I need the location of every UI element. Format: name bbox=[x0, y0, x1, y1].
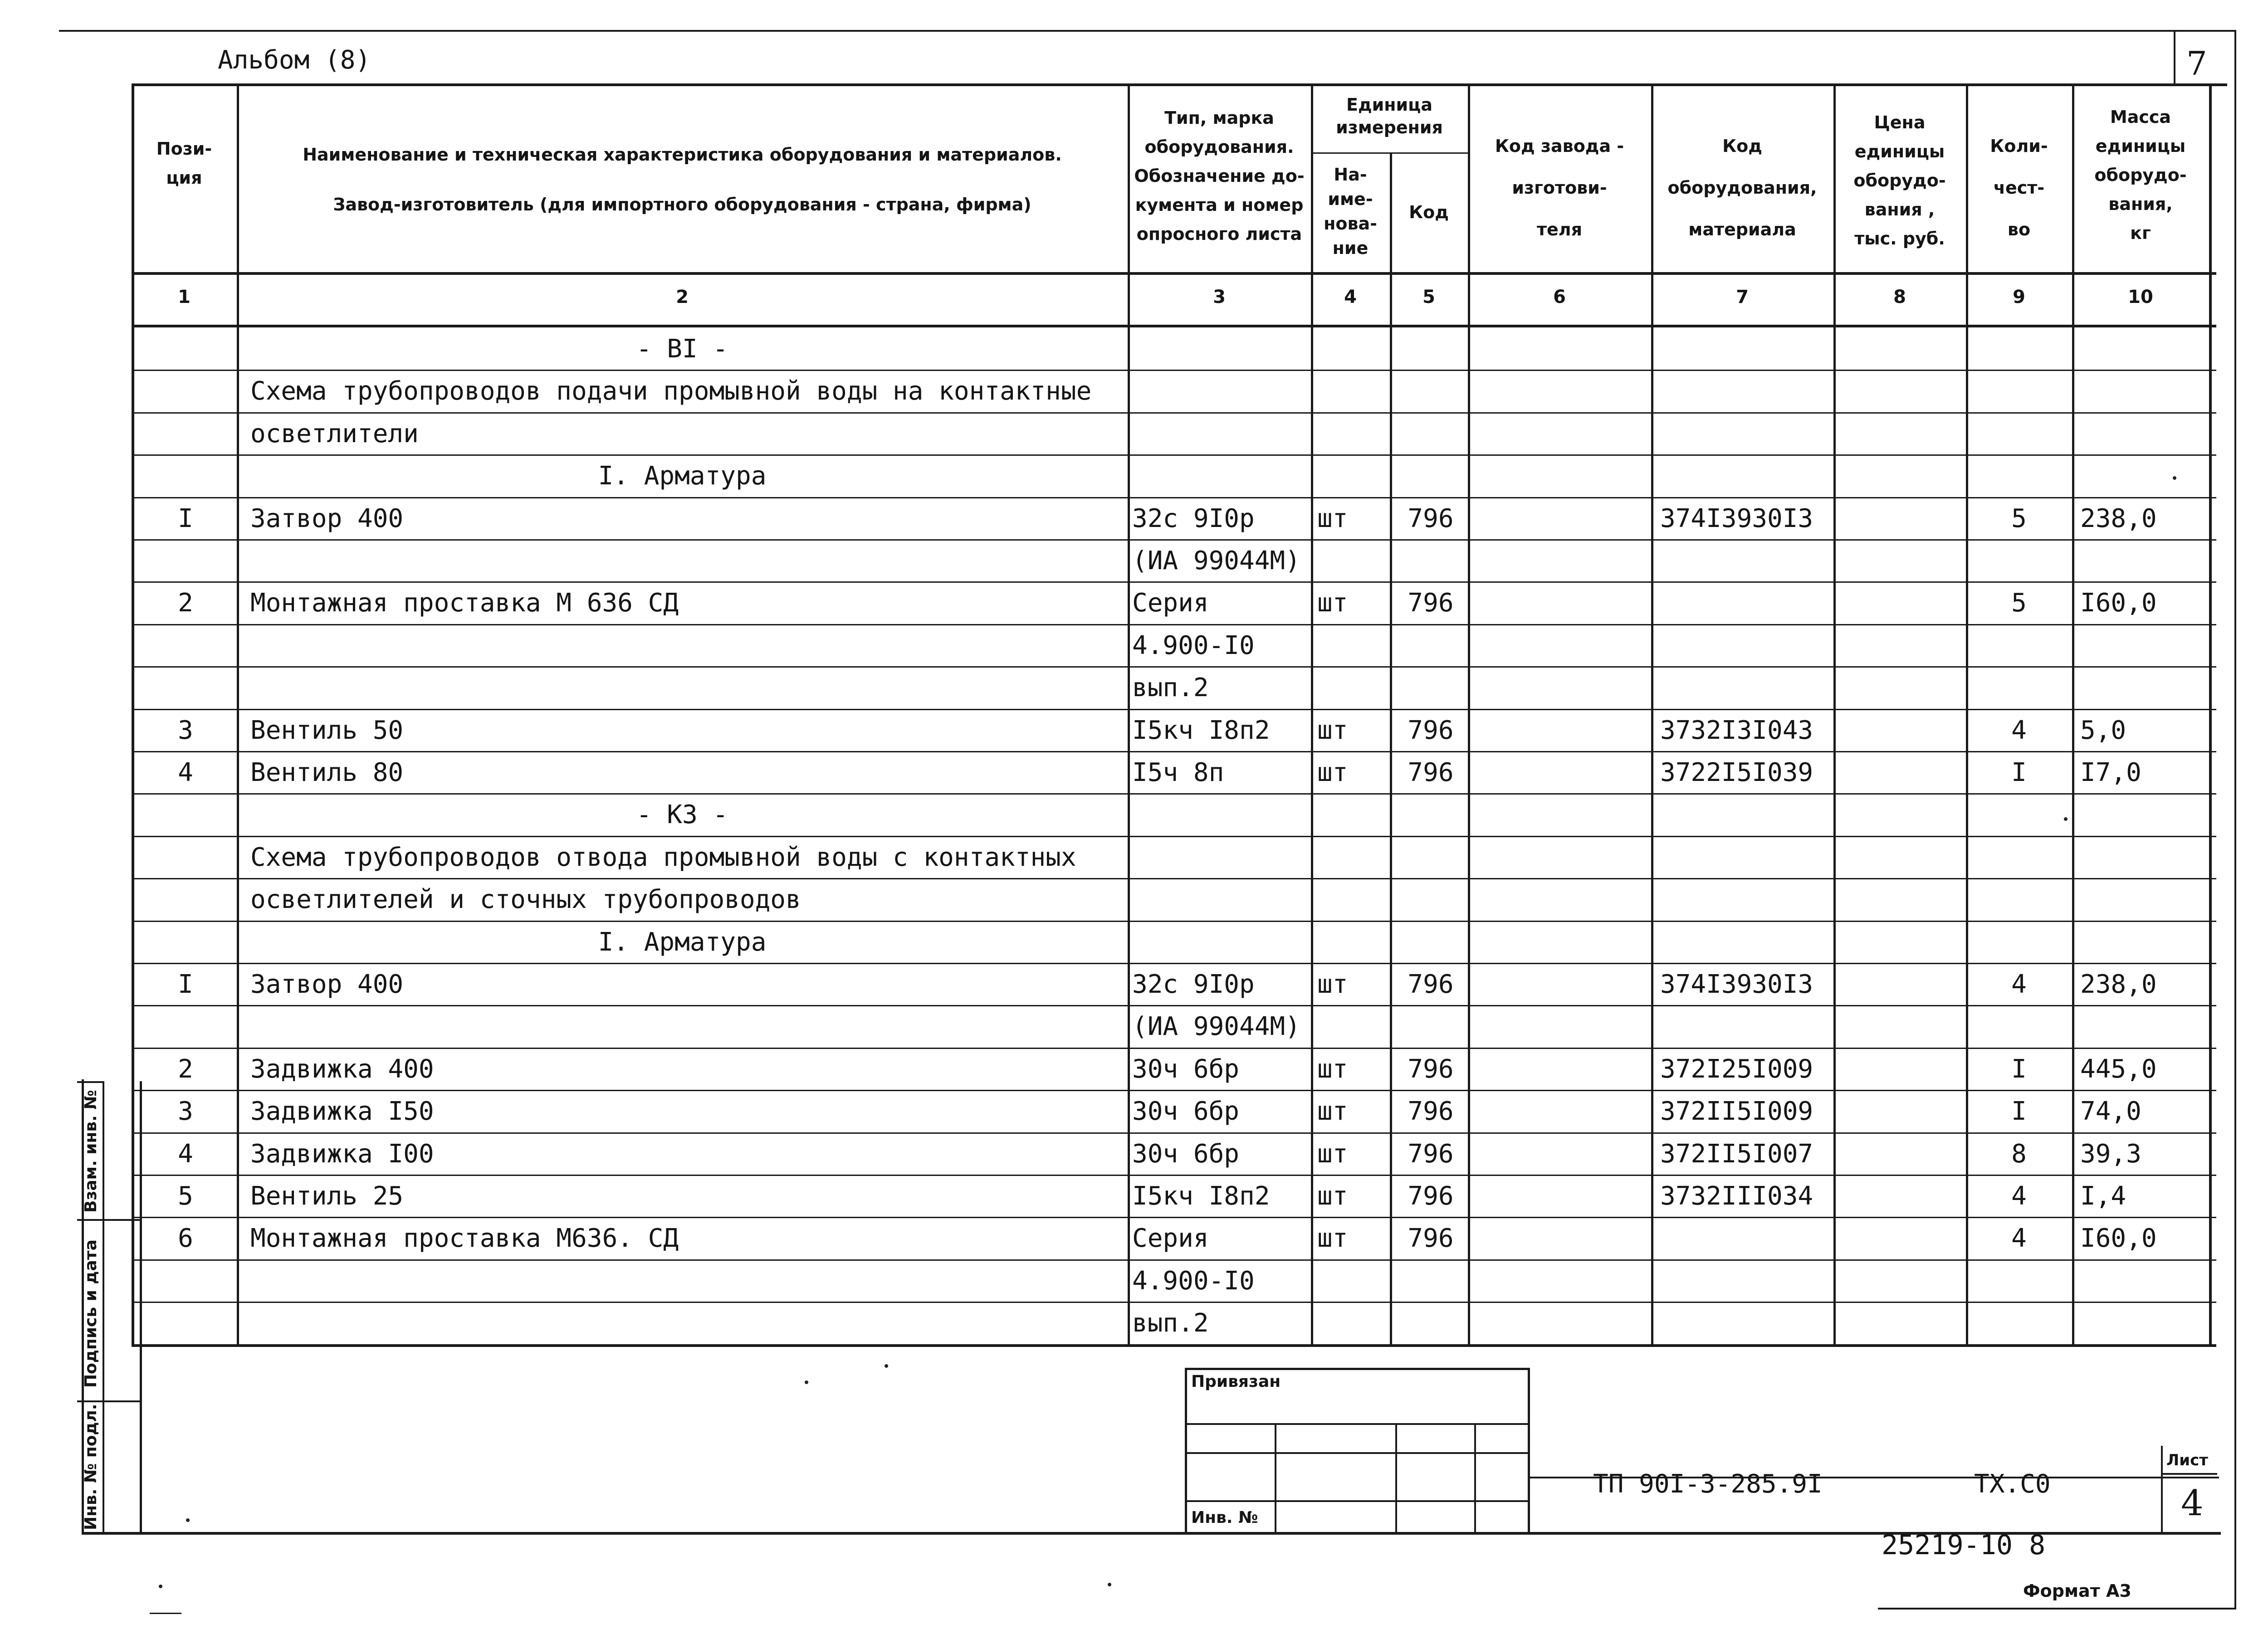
side-label-podpis: Подпись и дата bbox=[82, 1239, 100, 1388]
table-bottom-line bbox=[132, 1344, 2216, 1347]
cell-mass: I60,0 bbox=[2080, 1224, 2157, 1254]
col-number-8: 8 bbox=[1893, 287, 1906, 307]
cell-unit: шт bbox=[1317, 1139, 1348, 1169]
col-line-6 bbox=[1651, 84, 1653, 1347]
frame-right-line bbox=[2234, 30, 2236, 1608]
privyazan-box-right bbox=[1528, 1368, 1530, 1534]
cell-mass: 238,0 bbox=[2080, 503, 2157, 533]
cell-qty: I bbox=[2011, 1097, 2027, 1127]
section-code: ТХ.С0 bbox=[1974, 1469, 2051, 1499]
cell-code: 796 bbox=[1408, 1097, 1454, 1127]
cell-mass: I7,0 bbox=[2080, 758, 2141, 787]
col-number-2: 2 bbox=[676, 287, 689, 307]
cell-unit: шт bbox=[1317, 503, 1348, 533]
cell-type: 30ч 6бр bbox=[1132, 1054, 1240, 1084]
side-stamp-top bbox=[77, 1081, 104, 1083]
cell-mass: I,4 bbox=[2080, 1181, 2126, 1211]
sheet-box-left bbox=[2161, 1446, 2163, 1535]
cell-unit: шт bbox=[1317, 1097, 1348, 1127]
side-label-vzam: Взам. инв. № bbox=[82, 1090, 100, 1213]
cell-name: Вентиль 80 bbox=[250, 758, 404, 787]
cell-equip: 372II5I007 bbox=[1660, 1139, 1813, 1169]
row-divider bbox=[132, 1302, 2216, 1303]
cell-code: 796 bbox=[1408, 758, 1454, 787]
row-divider bbox=[132, 497, 2216, 498]
cell-unit: шт bbox=[1317, 588, 1348, 618]
cell-equip: 3722I5I039 bbox=[1660, 758, 1813, 787]
cell-name: Вентиль 25 bbox=[250, 1181, 404, 1211]
col-line-9 bbox=[2072, 84, 2074, 1347]
cell-type: I5кч I8п2 bbox=[1132, 1181, 1270, 1211]
header-col9: Коли- чест- во bbox=[1990, 136, 2048, 239]
cell-qty: 8 bbox=[2011, 1139, 2027, 1169]
row-divider bbox=[132, 666, 2216, 668]
sheet-label: Лист bbox=[2166, 1451, 2208, 1469]
row-divider bbox=[132, 1090, 2216, 1091]
row-divider bbox=[132, 1005, 2216, 1006]
document-code: ТП 90I-3-285.9I bbox=[1593, 1469, 1823, 1499]
cell-code: 796 bbox=[1408, 1139, 1454, 1169]
cell-pos: 6 bbox=[178, 1224, 193, 1254]
cell-qty: 4 bbox=[2011, 715, 2027, 745]
cell-equip: 372II5I009 bbox=[1660, 1097, 1813, 1127]
unit-group-divider bbox=[1311, 152, 1468, 154]
left-side-stamp bbox=[77, 1081, 144, 1535]
row-divider bbox=[132, 454, 2216, 456]
cell-name: - К3 - bbox=[636, 800, 728, 830]
cell-unit: шт bbox=[1317, 1224, 1348, 1254]
speck bbox=[2064, 817, 2068, 821]
cell-code: 796 bbox=[1408, 970, 1454, 999]
title-block bbox=[1185, 1368, 2219, 1534]
cell-type: Серия bbox=[1132, 588, 1209, 618]
cell-unit: шт bbox=[1317, 970, 1348, 999]
cell-unit: шт bbox=[1317, 715, 1348, 745]
cell-pos: 2 bbox=[178, 1054, 193, 1084]
frame-footer-line bbox=[1878, 1608, 2236, 1610]
header-unit-group: Единица измерения bbox=[1336, 95, 1443, 137]
cell-qty: 4 bbox=[2011, 1224, 2027, 1254]
cell-unit: шт bbox=[1317, 758, 1348, 787]
cell-type: вып.2 bbox=[1132, 673, 1209, 703]
side-stamp-div-1 bbox=[77, 1219, 141, 1221]
cell-equip: 3732III034 bbox=[1660, 1181, 1813, 1211]
cell-qty: I bbox=[2011, 758, 2027, 787]
privyazan-col-1 bbox=[1275, 1423, 1276, 1534]
cell-pos: 5 bbox=[178, 1181, 193, 1211]
number-row-bottom-line bbox=[132, 325, 2216, 327]
cell-unit: шт bbox=[1317, 1054, 1348, 1084]
cell-mass: 5,0 bbox=[2080, 715, 2126, 745]
row-divider bbox=[132, 836, 2216, 837]
side-stamp-inner-line bbox=[103, 1081, 104, 1533]
cell-name: I. Арматура bbox=[598, 927, 767, 957]
speck bbox=[159, 1585, 162, 1588]
frame-top-line bbox=[59, 30, 2236, 32]
col-number-1: 1 bbox=[178, 287, 191, 307]
col-number-9: 9 bbox=[2013, 287, 2025, 307]
row-divider bbox=[132, 1132, 2216, 1134]
cell-pos: 2 bbox=[178, 588, 193, 618]
row-divider bbox=[132, 709, 2216, 710]
cell-code: 796 bbox=[1408, 1224, 1454, 1254]
cell-code: 796 bbox=[1408, 588, 1454, 618]
cell-pos: 3 bbox=[178, 1097, 193, 1127]
cell-type: 32с 9I0р bbox=[1132, 970, 1255, 999]
cell-pos: 4 bbox=[178, 758, 193, 787]
row-divider bbox=[132, 878, 2216, 879]
privyazan-label: Привязан bbox=[1191, 1372, 1281, 1391]
col-line-1 bbox=[237, 84, 239, 1347]
cell-type: 30ч 6бр bbox=[1132, 1097, 1240, 1127]
col-line-7 bbox=[1833, 84, 1836, 1347]
cell-type: (ИА 99044М) bbox=[1132, 1012, 1300, 1042]
header-col6: Код завода - изготови- теля bbox=[1495, 136, 1624, 239]
cell-name: Монтажная проставка М 636 СД bbox=[250, 588, 679, 618]
page-mark: 7 bbox=[2186, 44, 2207, 83]
album-title: Альбом (8) bbox=[218, 45, 371, 75]
privyazan-box-top bbox=[1185, 1368, 1530, 1370]
cell-name: Затвор 400 bbox=[250, 970, 404, 999]
col-line-5 bbox=[1468, 84, 1470, 1347]
cell-name: осветлители bbox=[250, 419, 419, 449]
cell-name: Задвижка I00 bbox=[250, 1139, 434, 1169]
cell-mass: 74,0 bbox=[2080, 1097, 2141, 1127]
cell-qty: 4 bbox=[2011, 970, 2027, 999]
privyazan-row-1 bbox=[1185, 1423, 1530, 1425]
header-col4: На- име- нова- ние bbox=[1324, 165, 1377, 258]
cell-type: I5ч 8п bbox=[1132, 758, 1224, 787]
archive-number: 25219-10 8 bbox=[1882, 1529, 2046, 1561]
col-number-7: 7 bbox=[1736, 287, 1749, 307]
cell-name: Вентиль 50 bbox=[250, 715, 404, 745]
sheet-box-divider bbox=[2161, 1473, 2217, 1475]
cell-code: 796 bbox=[1408, 1054, 1454, 1084]
col-number-4: 4 bbox=[1344, 287, 1357, 307]
cell-pos: 4 bbox=[178, 1139, 193, 1169]
header-bottom-line bbox=[132, 272, 2216, 275]
cell-code: 796 bbox=[1408, 503, 1454, 533]
col-line-2 bbox=[1128, 84, 1130, 1347]
row-divider bbox=[132, 581, 2216, 583]
row-divider bbox=[132, 1217, 2216, 1218]
row-divider bbox=[132, 751, 2216, 752]
row-divider bbox=[132, 370, 2216, 371]
cell-equip: 374I3930I3 bbox=[1660, 970, 1813, 999]
cell-type: Серия bbox=[1132, 1224, 1209, 1254]
cell-name: Схема трубопроводов отвода промывной воды с контактных bbox=[250, 842, 1076, 872]
col-number-10: 10 bbox=[2128, 287, 2153, 307]
cell-equip: 372I25I009 bbox=[1660, 1054, 1813, 1084]
cell-code: 796 bbox=[1408, 715, 1454, 745]
cell-type: 32с 9I0р bbox=[1132, 503, 1255, 533]
cell-qty: I bbox=[2011, 1054, 2027, 1084]
privyazan-box-left bbox=[1185, 1368, 1187, 1534]
side-stamp-right-line bbox=[140, 1081, 142, 1533]
row-divider bbox=[132, 539, 2216, 541]
cell-pos: I bbox=[178, 503, 193, 533]
col-line-4 bbox=[1390, 152, 1392, 1347]
col-line-3 bbox=[1311, 84, 1313, 1347]
row-divider bbox=[132, 624, 2216, 625]
cell-name: Монтажная проставка М636. СД bbox=[250, 1224, 679, 1254]
col-number-6: 6 bbox=[1553, 287, 1566, 307]
cell-name: Задвижка 400 bbox=[250, 1054, 434, 1084]
privyazan-col-3 bbox=[1474, 1423, 1476, 1534]
cell-type: 4.900-I0 bbox=[1132, 1266, 1255, 1296]
header-col2: Наименование и техническая характеристика оборудования и материалов. Завод-изготовитель (для импортного оборудования - страна, фирма) bbox=[303, 145, 1062, 215]
row-divider bbox=[132, 1048, 2216, 1049]
side-label-inv: Инв. № подл. bbox=[82, 1404, 100, 1530]
cell-pos: 3 bbox=[178, 715, 193, 745]
cell-qty: 5 bbox=[2011, 588, 2027, 618]
page-mark-divider bbox=[2174, 32, 2175, 84]
cell-name: Задвижка I50 bbox=[250, 1097, 434, 1127]
cell-name: - BI - bbox=[636, 334, 728, 364]
speck bbox=[885, 1364, 888, 1368]
header-col10: Масса единицы оборудо- вания, кг bbox=[2094, 107, 2187, 243]
footer-left-dash bbox=[150, 1613, 181, 1614]
cell-mass: I60,0 bbox=[2080, 588, 2157, 618]
cell-unit: шт bbox=[1317, 1181, 1348, 1211]
cell-name: Затвор 400 bbox=[250, 503, 404, 533]
row-divider bbox=[132, 921, 2216, 922]
header-col5: Код bbox=[1409, 202, 1449, 222]
cell-type: I5кч I8п2 bbox=[1132, 715, 1270, 745]
row-divider bbox=[132, 1175, 2216, 1176]
header-col7: Код оборудования, материала bbox=[1667, 136, 1817, 239]
cell-name: Схема трубопроводов подачи промывной воды на контактные bbox=[250, 376, 1092, 406]
cell-name: I. Арматура bbox=[598, 461, 767, 491]
cell-name: осветлителей и сточных трубопроводов bbox=[250, 885, 801, 915]
row-divider bbox=[132, 793, 2216, 795]
row-divider bbox=[132, 963, 2216, 964]
cell-type: 30ч 6бр bbox=[1132, 1139, 1240, 1169]
cell-qty: 4 bbox=[2011, 1181, 2027, 1211]
cell-mass: 39,3 bbox=[2080, 1139, 2141, 1169]
speck bbox=[1108, 1583, 1111, 1586]
cell-type: (ИА 99044М) bbox=[1132, 546, 1300, 576]
row-divider bbox=[132, 412, 2216, 414]
format-label: Формат А3 bbox=[2023, 1581, 2131, 1601]
privyazan-row-3 bbox=[1185, 1500, 1530, 1502]
cell-mass: 238,0 bbox=[2080, 970, 2157, 999]
cell-type: 4.900-I0 bbox=[1132, 630, 1255, 660]
speck bbox=[2173, 476, 2176, 480]
col-number-5: 5 bbox=[1422, 287, 1435, 307]
sheet-number: 4 bbox=[2181, 1483, 2204, 1524]
cell-qty: 5 bbox=[2011, 503, 2027, 533]
cell-code: 796 bbox=[1408, 1181, 1454, 1211]
cell-equip: 3732I3I043 bbox=[1660, 715, 1813, 745]
cell-pos: I bbox=[178, 970, 193, 999]
header-col3: Тип, марка оборудования. Обозначение до- кумента и номер опросного листа bbox=[1134, 108, 1305, 244]
privyazan-col-2 bbox=[1395, 1423, 1397, 1534]
col-line-10 bbox=[2209, 84, 2212, 1347]
cell-type: вып.2 bbox=[1132, 1308, 1209, 1338]
side-stamp-div-2 bbox=[77, 1400, 141, 1402]
header-col1: Пози- ция bbox=[156, 139, 212, 188]
privyazan-row-2 bbox=[1185, 1452, 1530, 1454]
cell-mass: 445,0 bbox=[2080, 1054, 2157, 1084]
row-divider bbox=[132, 1259, 2216, 1261]
speck bbox=[186, 1518, 190, 1522]
inv-no-label: Инв. № bbox=[1191, 1508, 1258, 1527]
specification-table bbox=[132, 84, 2216, 1354]
header-col8: Цена единицы оборудо- вания , тыс. руб. bbox=[1853, 112, 1946, 249]
speck bbox=[805, 1380, 808, 1384]
col-number-3: 3 bbox=[1213, 287, 1226, 307]
cell-equip: 374I3930I3 bbox=[1660, 503, 1813, 533]
